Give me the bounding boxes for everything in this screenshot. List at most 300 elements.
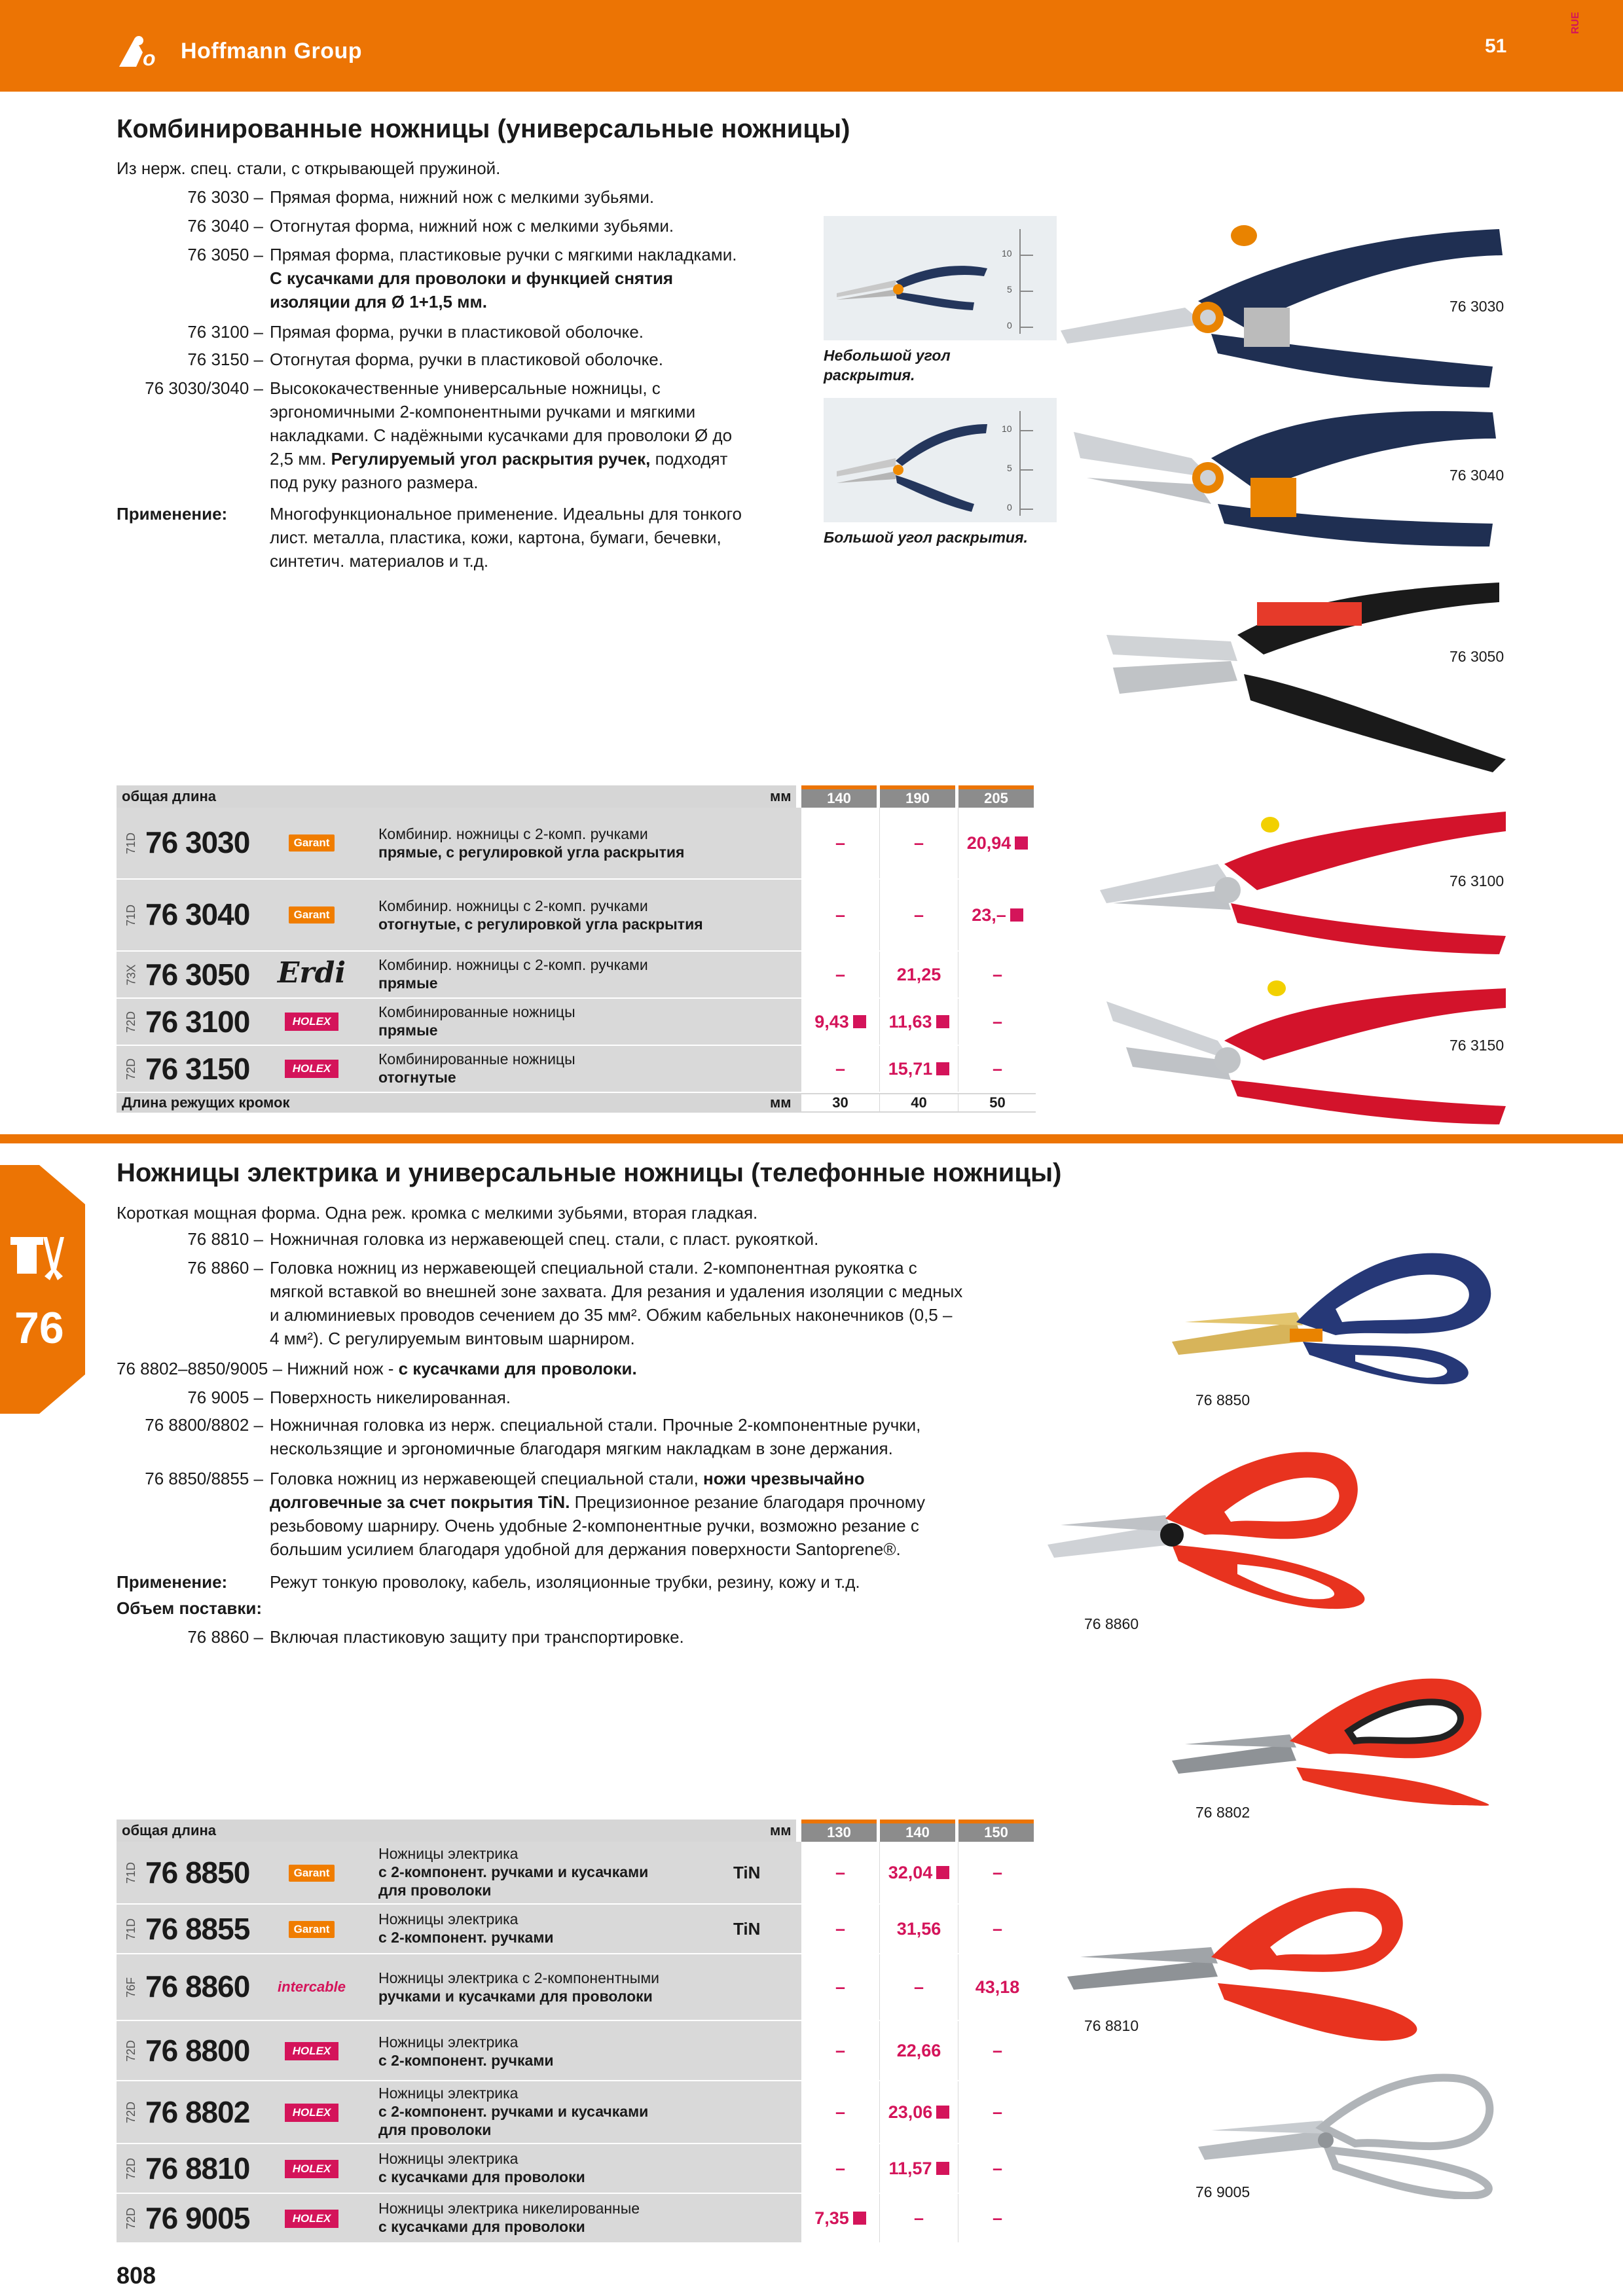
price-cell <box>958 2144 1036 2193</box>
product-photo-768802 <box>1165 1662 1519 1806</box>
price-value: – <box>835 905 846 925</box>
price-value: – <box>835 2102 846 2122</box>
desc-line: Ножницы электрика <box>378 1910 519 1928</box>
table2-header-label <box>117 1820 796 1842</box>
desc-line: Комбинированные ножницы <box>378 1003 575 1020</box>
price-value: 31,56 <box>896 1918 941 1939</box>
section-divider <box>0 1134 1623 1143</box>
page-number: 808 <box>117 2262 156 2289</box>
desc-line: Комбинир. ножницы с 2-комп. ручками <box>378 825 648 842</box>
side-code-text: 72D <box>124 2101 138 2123</box>
hoffmann-logo <box>117 33 362 69</box>
product-photo-763050 <box>1100 563 1506 772</box>
item-text: 2,5 мм. <box>270 449 327 469</box>
price-cell <box>801 1046 879 1092</box>
svg-text:0: 0 <box>1007 320 1012 331</box>
item-code: 76 8810 – <box>187 1229 263 1249</box>
price-cell <box>801 1954 879 2020</box>
section1-intro: Из нерж. спец. стали, с открывающей пружиной. <box>117 158 501 178</box>
price-value: 21,25 <box>896 964 941 984</box>
desc-line: Ножницы электрика с 2-компонентными <box>378 1969 659 1986</box>
edition-code: RUE <box>1570 12 1581 34</box>
garant-logo: Garant <box>289 1865 335 1882</box>
caption-line: Небольшой угол <box>824 347 951 364</box>
brand-logo <box>272 2039 351 2063</box>
item-text: подходят <box>655 449 728 469</box>
price-cell <box>958 2194 1036 2242</box>
item-code: 76 8850/8855 – <box>145 1469 263 1488</box>
brand-logo <box>272 2157 351 2181</box>
product-photo-768850 <box>1165 1244 1519 1388</box>
desc-line-bold: с 2-компонент. ручками и кусачками <box>378 2103 649 2120</box>
item-code: 76 3030 – <box>187 187 263 207</box>
price-value: – <box>835 2158 846 2178</box>
price-value: – <box>835 2040 846 2060</box>
table1-col-head: 190 <box>880 785 955 808</box>
scope-label: Объем поставки: <box>117 1598 263 1618</box>
row-description <box>378 2199 640 2236</box>
row-side-code <box>123 2144 140 2193</box>
row-side-code <box>123 1954 140 2020</box>
price-cell <box>801 880 879 950</box>
photo-label: 76 8802 <box>1195 1804 1250 1821</box>
photo-label: 76 8860 <box>1084 1615 1139 1632</box>
price-cell <box>801 2144 879 2193</box>
desc-line-bold: прямые, с регулировкой угла раскрытия <box>378 844 685 861</box>
price-value: – <box>992 1058 1003 1079</box>
item-text: Головка ножниц из нержавеющей специальной стали. 2-компонентная рукоятка с <box>270 1258 917 1278</box>
side-code-text: 73X <box>124 963 138 986</box>
price-value: – <box>992 2208 1003 2228</box>
price-value: – <box>992 2102 1003 2122</box>
price-value: 22,66 <box>896 2040 941 2060</box>
price-value: – <box>835 833 846 853</box>
desc-line: Ножницы электрика <box>378 2085 519 2102</box>
hoffmann-logo-icon <box>117 33 177 69</box>
logo-text: Hoffmann Group <box>181 38 363 63</box>
desc-line-bold: прямые <box>378 1022 438 1039</box>
article-number: 76 8800 <box>145 2034 250 2068</box>
item-text: Высококачественные универсальные ножницы, с <box>270 378 661 398</box>
item-text: и алюминиевых проводов сечением до 35 мм². Обжим кабельных наконечников (0,5 – <box>270 1305 953 1325</box>
desc-line-bold: для проволоки <box>378 2121 492 2138</box>
product-photo-768860 <box>1041 1440 1460 1610</box>
row-side-code <box>123 808 140 878</box>
item-text-bold: с кусачками для проволоки. <box>398 1359 637 1378</box>
row-side-code <box>123 2194 140 2242</box>
item-code: 76 3150 – <box>187 350 263 369</box>
garant-logo: Garant <box>289 906 335 924</box>
row-description <box>378 1844 648 1899</box>
price-cell <box>880 1842 958 1903</box>
item-text-bold: изоляции для Ø 1+1,5 мм. <box>270 292 487 312</box>
desc-line-bold: отогнутые, с регулировкой угла раскрытия <box>378 916 703 933</box>
price-cell <box>880 999 958 1045</box>
row-side-code <box>123 2021 140 2080</box>
brand-logo <box>272 2101 351 2125</box>
brand-logo <box>272 1975 351 1999</box>
table2-row <box>117 1905 1036 1954</box>
table2-row <box>117 2144 1036 2194</box>
svg-text:5: 5 <box>1007 284 1012 295</box>
row-description <box>378 2084 648 2139</box>
net-price-marker <box>853 1015 866 1028</box>
price-cell <box>958 1905 1036 1953</box>
table1-header <box>117 785 1036 808</box>
holex-logo: HOLEX <box>285 1060 339 1078</box>
brand-logo <box>272 2207 351 2231</box>
section1-title: Комбинированные ножницы (универсальные ножницы) <box>117 115 850 143</box>
table1-header-label <box>117 785 796 808</box>
table2-row <box>117 2081 1036 2144</box>
photo-label: 76 3100 <box>1450 872 1504 889</box>
application-text: лист. металла, пластика, кожи, картона, бумаги, бечевки, <box>270 528 721 547</box>
photo-label: 76 8850 <box>1195 1391 1250 1408</box>
table2-header-unit: мм <box>770 1822 792 1839</box>
price-cell <box>880 880 958 950</box>
price-value: 7,35 <box>814 2208 849 2228</box>
price-cell <box>801 1905 879 1953</box>
table2-col-head: 140 <box>880 1820 955 1842</box>
item-text: Прямая форма, ручки в пластиковой оболочке. <box>270 322 644 342</box>
desc-line-bold: ручками и кусачками для проволоки <box>378 1988 653 2005</box>
item-text: Поверхность никелированная. <box>270 1388 511 1407</box>
desc-line: Ножницы электрика <box>378 1845 519 1862</box>
price-value: 43,18 <box>975 1977 1020 1997</box>
table1-row <box>117 808 1036 880</box>
brand-logo <box>272 1057 351 1081</box>
item-text-bold: Регулируемый угол раскрытия ручек, <box>331 449 651 469</box>
large-angle-photo <box>824 398 1057 522</box>
item-text: Ножничная головка из нерж. специальной стали. Прочные 2-компонентные ручки, <box>270 1415 921 1435</box>
item-text: Прецизионное резание благодаря прочному <box>574 1492 925 1512</box>
row-description <box>378 897 703 933</box>
catalog-page-number: 51 <box>1485 35 1507 57</box>
desc-line-bold: прямые <box>378 975 438 992</box>
holex-logo: HOLEX <box>285 2210 339 2228</box>
photo-label: 76 3150 <box>1450 1037 1504 1054</box>
item-text: эргономичными 2-компонентными ручками и мягкими <box>270 402 696 422</box>
holex-logo: HOLEX <box>285 2160 339 2178</box>
footer-value: 50 <box>958 1094 1036 1111</box>
photo-label: 76 9005 <box>1195 2183 1250 2200</box>
item-code: 76 3030/3040 – <box>145 378 263 398</box>
article-number: 76 3030 <box>145 825 250 859</box>
article-number: 76 9005 <box>145 2201 250 2235</box>
price-value: 23,– <box>972 905 1006 925</box>
row-description <box>378 1910 554 1946</box>
price-value: 11,63 <box>888 1011 932 1031</box>
net-price-marker <box>936 1062 949 1075</box>
price-cell <box>801 2081 879 2143</box>
brand-logo <box>272 831 351 855</box>
desc-line-bold: с 2-компонент. ручками <box>378 2052 554 2069</box>
item-text: Отогнутая форма, ручки в пластиковой оболочке. <box>270 350 663 369</box>
price-cell <box>801 2021 879 2080</box>
item-text: Прямая форма, пластиковые ручки с мягкими накладками. <box>270 245 737 264</box>
desc-line: Ножницы электрика <box>378 2150 519 2167</box>
price-cell <box>958 880 1036 950</box>
item-code: 76 8860 – <box>187 1627 263 1647</box>
application-label: Применение: <box>117 1572 228 1592</box>
header-label-text: общая длина <box>122 1822 217 1839</box>
desc-line: Комбинир. ножницы с 2-комп. ручками <box>378 897 648 914</box>
row-description <box>378 2033 554 2070</box>
item-text-mixed <box>270 1491 925 1513</box>
table1-row <box>117 1046 1036 1093</box>
item-text: 4 мм²). С регулируемым винтовым шарниром. <box>270 1329 635 1348</box>
price-cell <box>801 999 879 1045</box>
row-side-code <box>123 1905 140 1953</box>
application-text: Многофункциональное применение. Идеальны для тонкого <box>270 504 742 524</box>
article-number: 76 3100 <box>145 1005 250 1039</box>
item-text-mixed <box>270 448 727 470</box>
price-value: – <box>835 1058 846 1079</box>
price-cell <box>880 1905 958 1953</box>
price-cell <box>880 2081 958 2143</box>
product-photo-763100 <box>1087 805 1506 956</box>
header-label-text: общая длина <box>122 788 217 804</box>
table2-row <box>117 1842 1036 1905</box>
photo-label: 76 8810 <box>1084 2017 1139 2034</box>
intercable-logo: intercable <box>278 1979 346 1995</box>
chapter-tab <box>0 1165 85 1414</box>
item-code: 76 8800/8802 – <box>145 1415 263 1435</box>
net-price-marker <box>936 2162 949 2175</box>
side-code-text: 71D <box>124 832 138 854</box>
price-cell <box>880 1046 958 1092</box>
price-cell <box>958 952 1036 997</box>
price-value: – <box>992 2158 1003 2178</box>
product-photo-763150 <box>1100 975 1506 1126</box>
price-value: – <box>835 1977 846 1997</box>
brand-logo <box>272 903 351 927</box>
price-value: – <box>835 1918 846 1939</box>
erdi-logo: Erdi <box>277 956 346 990</box>
price-cell <box>801 2194 879 2242</box>
side-code-text: 71D <box>124 1861 138 1884</box>
item-text: нескользящие и эргономичные благодаря мягким накладкам в зоне держания. <box>270 1439 893 1458</box>
item-text-mixed <box>117 1357 637 1380</box>
side-code-text: 76F <box>124 1977 138 1998</box>
price-cell <box>958 808 1036 878</box>
desc-line-bold: с 2-компонент. ручками <box>378 1929 554 1946</box>
price-cell <box>958 1954 1036 2020</box>
row-description <box>378 1969 659 2005</box>
photo-label: 76 3030 <box>1450 298 1504 315</box>
photo-label: 76 3050 <box>1450 648 1504 665</box>
price-cell <box>958 999 1036 1045</box>
table1-footer <box>117 1093 1036 1113</box>
item-code: 76 3050 – <box>187 245 263 264</box>
table2-row <box>117 1954 1036 2021</box>
row-side-code <box>123 999 140 1045</box>
product-photo-763040 <box>1061 386 1506 556</box>
price-value: – <box>835 964 846 984</box>
item-text: Отогнутая форма, нижний нож с мелкими зубьями. <box>270 216 674 236</box>
price-value: – <box>992 1918 1003 1939</box>
desc-line: Ножницы электрика <box>378 2034 519 2051</box>
row-description <box>378 956 648 992</box>
price-cell <box>880 2021 958 2080</box>
desc-line-bold: с 2-компонент. ручками и кусачками <box>378 1863 649 1880</box>
price-value: 23,06 <box>888 2102 933 2122</box>
item-text: мягкой вставкой во внешней зоне захвата. Для резания и удаления изоляции с медных <box>270 1282 963 1301</box>
item-text: Ножничная головка из нержавеющей спец. стали, с пласт. рукояткой. <box>270 1229 819 1249</box>
coating-tin: TiN <box>733 1862 761 1882</box>
net-price-marker <box>936 1866 949 1879</box>
table1-row <box>117 880 1036 952</box>
table1-col-head: 205 <box>958 785 1034 808</box>
table1-header-unit: мм <box>770 788 792 804</box>
holex-logo: HOLEX <box>285 1013 339 1031</box>
price-value: – <box>913 1977 924 1997</box>
price-value: – <box>992 1862 1003 1882</box>
net-price-marker <box>1015 836 1028 850</box>
article-number: 76 3050 <box>145 958 250 992</box>
garant-logo: Garant <box>289 1921 335 1938</box>
item-text-bold: долговечные за счет покрытия TiN. <box>270 1492 570 1512</box>
svg-text:5: 5 <box>1007 463 1012 473</box>
holex-logo: HOLEX <box>285 2042 339 2060</box>
side-code-text: 72D <box>124 1058 138 1080</box>
table1-row <box>117 999 1036 1046</box>
item-text: под руку разного размера. <box>270 473 479 492</box>
article-number: 76 8860 <box>145 1969 250 2003</box>
footer-value: 40 <box>880 1094 958 1111</box>
svg-text:10: 10 <box>1002 248 1012 259</box>
item-text: резьбовому шарниру. Очень удобные 2-компонентные ручки, возможно резание с <box>270 1516 919 1535</box>
net-price-marker <box>853 2212 866 2225</box>
price-value: – <box>913 905 924 925</box>
brand-logo <box>272 1861 351 1885</box>
net-price-marker <box>1010 908 1023 922</box>
garant-logo: Garant <box>289 834 335 852</box>
price-value: – <box>992 2040 1003 2060</box>
item-text: Включая пластиковую защиту при транспортировке. <box>270 1627 684 1647</box>
price-cell <box>958 2081 1036 2143</box>
article-number: 76 3150 <box>145 1052 250 1086</box>
item-text: накладками. С надёжными кусачками для проволоки Ø до <box>270 425 733 445</box>
large-angle-caption: Большой угол раскрытия. <box>824 529 1028 546</box>
table2-header <box>117 1820 1036 1842</box>
price-cell <box>958 2021 1036 2080</box>
price-cell <box>958 1842 1036 1903</box>
desc-line-bold: с кусачками для проволоки <box>378 2218 585 2235</box>
row-side-code <box>123 2081 140 2143</box>
row-side-code <box>123 880 140 950</box>
application-text: Режут тонкую проволоку, кабель, изоляционные трубки, резину, кожу и т.д. <box>270 1572 860 1592</box>
side-code-text: 72D <box>124 1011 138 1033</box>
row-side-code <box>123 1842 140 1903</box>
price-value: – <box>913 2208 924 2228</box>
section2-title: Ножницы электрика и универсальные ножницы (телефонные ножницы) <box>117 1158 1062 1187</box>
desc-line-bold: для проволоки <box>378 1882 492 1899</box>
price-value: – <box>992 1011 1003 1031</box>
side-code-text: 71D <box>124 1918 138 1940</box>
page-header <box>0 0 1623 92</box>
item-code: 76 8860 – <box>187 1258 263 1278</box>
price-cell <box>880 808 958 878</box>
desc-line: Комбинированные ножницы <box>378 1050 575 1067</box>
price-value: 15,71 <box>888 1058 933 1079</box>
item-text: Прямая форма, нижний нож с мелкими зубьями. <box>270 187 655 207</box>
price-cell <box>880 2144 958 2193</box>
row-description <box>378 2149 585 2186</box>
row-description <box>378 1003 575 1039</box>
row-side-code <box>123 952 140 997</box>
svg-text:10: 10 <box>1002 423 1012 434</box>
caption-line: раскрытия. <box>824 367 915 384</box>
price-value: – <box>913 833 924 853</box>
net-price-marker <box>936 1015 949 1028</box>
item-text-bold: ножи чрезвычайно <box>703 1469 865 1488</box>
side-code-text: 72D <box>124 2157 138 2179</box>
price-value: – <box>992 964 1003 984</box>
brand-logo <box>272 956 351 990</box>
table1-row <box>117 952 1036 999</box>
application-text: синтетич. материалов и т.д. <box>270 551 489 571</box>
small-angle-caption <box>824 346 951 385</box>
product-photo-763030 <box>1048 209 1506 393</box>
article-number: 76 8810 <box>145 2151 250 2185</box>
price-value: – <box>835 1862 846 1882</box>
table2-row <box>117 2194 1036 2244</box>
price-cell <box>801 952 879 997</box>
table2-col-head: 130 <box>801 1820 877 1842</box>
price-cell <box>880 952 958 997</box>
small-angle-photo <box>824 216 1057 340</box>
desc-line: Ножницы электрика никелированные <box>378 2200 640 2217</box>
footer-unit: мм <box>770 1094 792 1111</box>
price-value: 20,94 <box>966 833 1012 853</box>
price-cell <box>801 1842 879 1903</box>
item-code: 76 3040 – <box>187 216 263 236</box>
net-price-marker <box>936 2106 949 2119</box>
price-value: 32,04 <box>888 1862 933 1882</box>
svg-text:o: o <box>143 46 156 69</box>
side-code-text: 72D <box>124 2207 138 2229</box>
price-cell <box>958 1046 1036 1092</box>
item-code: 76 3100 – <box>187 322 263 342</box>
desc-line-bold: отогнутые <box>378 1069 456 1086</box>
item-text: Головка ножниц из нержавеющей специальной стали, <box>270 1469 699 1488</box>
price-value: 11,57 <box>888 2158 932 2178</box>
item-code: 76 8802–8850/9005 – Нижний нож - <box>117 1359 394 1378</box>
table2-row <box>117 2021 1036 2081</box>
desc-line: Комбинир. ножницы с 2-комп. ручками <box>378 956 648 973</box>
footer-value: 30 <box>801 1094 879 1111</box>
table1-col-head: 140 <box>801 785 877 808</box>
svg-text:0: 0 <box>1007 502 1012 512</box>
row-description <box>378 825 684 861</box>
side-code-text: 72D <box>124 2039 138 2062</box>
article-number: 76 8802 <box>145 2095 250 2129</box>
brand-logo <box>272 1010 351 1033</box>
price-cell <box>880 2194 958 2242</box>
item-text: большим усилием благодаря удобной для держания поверхности Santoprene®. <box>270 1539 901 1559</box>
desc-line-bold: с кусачками для проволоки <box>378 2168 585 2185</box>
row-description <box>378 1050 575 1086</box>
chapter-number: 76 <box>14 1303 64 1353</box>
section2-intro: Короткая мощная форма. Одна реж. кромка с мелкими зубьями, вторая гладкая. <box>117 1203 758 1223</box>
holex-logo: HOLEX <box>285 2104 339 2122</box>
photo-label: 76 3040 <box>1450 467 1504 484</box>
price-cell <box>880 1954 958 2020</box>
table2-col-head: 150 <box>958 1820 1034 1842</box>
item-text-bold: С кусачками для проволоки и функцией снятия <box>270 268 674 288</box>
article-number: 76 3040 <box>145 897 250 931</box>
